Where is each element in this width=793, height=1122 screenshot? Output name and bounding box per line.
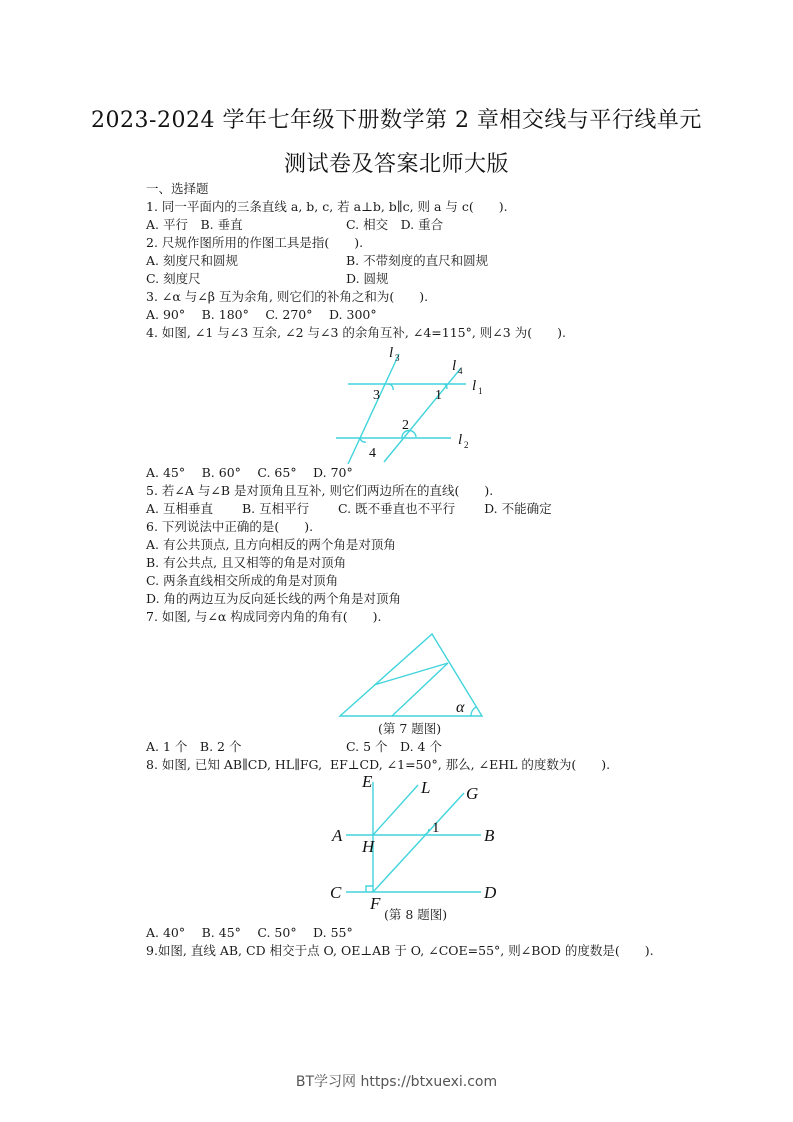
question-7-figure bbox=[336, 626, 486, 738]
svg-text:3: 3 bbox=[395, 353, 400, 363]
svg-text:2: 2 bbox=[402, 418, 409, 433]
question-1-stem: 1. 同一平面内的三条直线 a, b, c, 若 a⊥b, b∥c, 则 a 与 c( ). bbox=[146, 199, 508, 214]
option-cd: C. 5 个 D. 4 个 bbox=[346, 739, 442, 754]
option-d: D. 圆规 bbox=[346, 271, 389, 286]
question-4-figure bbox=[336, 342, 486, 464]
question-4-options: A. 45° B. 60° C. 65° D. 70° bbox=[146, 465, 353, 480]
question-2-options-row-1 bbox=[146, 252, 686, 270]
svg-text:3: 3 bbox=[373, 388, 380, 403]
exam-content bbox=[146, 180, 686, 960]
svg-text:G: G bbox=[466, 784, 479, 803]
svg-text:B: B bbox=[484, 826, 495, 845]
question-8-figure bbox=[326, 774, 506, 924]
figure-8-caption: (第 8 题图) bbox=[384, 907, 448, 922]
option-ab: A. 平行 B. 垂直 bbox=[146, 217, 243, 232]
svg-text:2: 2 bbox=[464, 440, 469, 450]
svg-text:l: l bbox=[389, 345, 394, 361]
option-cd: C. 相交 D. 重合 bbox=[346, 217, 444, 232]
question-3-stem: 3. ∠α 与∠β 互为余角, 则它们的补角之和为( ). bbox=[146, 289, 429, 304]
question-3-options: A. 90° B. 180° C. 270° D. 300° bbox=[146, 307, 377, 322]
svg-text:1: 1 bbox=[478, 386, 483, 396]
svg-text:C: C bbox=[330, 883, 342, 902]
question-6-option-d: D. 角的两边互为反向延长线的两个角是对顶角 bbox=[146, 591, 402, 606]
svg-text:4: 4 bbox=[369, 446, 376, 461]
svg-text:F: F bbox=[370, 894, 381, 909]
svg-text:A: A bbox=[332, 826, 343, 845]
svg-text:1: 1 bbox=[432, 820, 440, 836]
question-2-stem: 2. 尺规作图所用的作图工具是指( ). bbox=[146, 235, 364, 250]
question-5-options: A. 互相垂直 B. 互相平行 C. 既不垂直也不平行 D. 不能确定 bbox=[146, 501, 552, 516]
question-8-stem: 8. 如图, 已知 AB∥CD, HL∥FG, EF⊥CD, ∠1=50°, 那么, ∠EHL 的度数为( ). bbox=[146, 757, 611, 772]
triangle-diagram bbox=[336, 626, 486, 722]
question-4-stem: 4. 如图, ∠1 与∠3 互余, ∠2 与∠3 的余角互补, ∠4=115°, 则∠3 为( ). bbox=[146, 325, 566, 340]
option-ab: A. 1 个 B. 2 个 bbox=[146, 739, 242, 754]
option-b: B. 不带刻度的直尺和圆规 bbox=[346, 253, 489, 268]
question-5-stem: 5. 若∠A 与∠B 是对顶角且互补, 则它们两边所在的直线( ). bbox=[146, 483, 494, 498]
svg-text:l: l bbox=[452, 358, 457, 374]
question-7-options bbox=[146, 738, 686, 756]
option-c: C. 刻度尺 bbox=[146, 271, 201, 286]
document-title-line-1: 2023-2024 学年七年级下册数学第 2 章相交线与平行线单元 bbox=[91, 108, 702, 133]
footer-watermark: BT学习网 https://btxuexi.com bbox=[295, 1074, 498, 1090]
question-8-options: A. 40° B. 45° C. 50° D. 55° bbox=[146, 925, 353, 940]
svg-text:l: l bbox=[472, 378, 477, 394]
figure-7-caption: (第 7 题图) bbox=[378, 721, 442, 736]
document-title-line-2: 测试卷及答案北师大版 bbox=[283, 152, 509, 177]
question-6-option-b: B. 有公共点, 且又相等的角是对顶角 bbox=[146, 555, 347, 570]
svg-text:l: l bbox=[458, 432, 463, 448]
svg-text:D: D bbox=[484, 883, 497, 902]
svg-text:4: 4 bbox=[458, 366, 463, 376]
section-heading: 一、选择题 bbox=[146, 181, 209, 196]
question-6-option-c: C. 两条直线相交所成的角是对顶角 bbox=[146, 573, 339, 588]
question-6-option-a: A. 有公共顶点, 且方向相反的两个角是对顶角 bbox=[146, 537, 396, 552]
svg-text:1: 1 bbox=[435, 388, 442, 403]
svg-text:α: α bbox=[456, 699, 465, 716]
question-2-options-row-2 bbox=[146, 270, 686, 288]
question-6-stem: 6. 下列说法中正确的是( ). bbox=[146, 519, 314, 534]
question-1-options bbox=[146, 216, 686, 234]
parallel-lines-diagram bbox=[336, 342, 486, 464]
svg-text:H: H bbox=[362, 837, 375, 856]
parallel-transversal-diagram bbox=[326, 774, 506, 909]
option-a: A. 刻度尺和圆规 bbox=[146, 253, 238, 268]
svg-text:E: E bbox=[362, 774, 373, 791]
question-9-stem: 9.如图, 直线 AB, CD 相交于点 O, OE⊥AB 于 O, ∠COE=55°, 则∠BOD 的度数是( ). bbox=[146, 943, 654, 958]
question-7-stem: 7. 如图, 与∠α 构成同旁内角的角有( ). bbox=[146, 609, 382, 624]
svg-text:L: L bbox=[421, 778, 431, 797]
